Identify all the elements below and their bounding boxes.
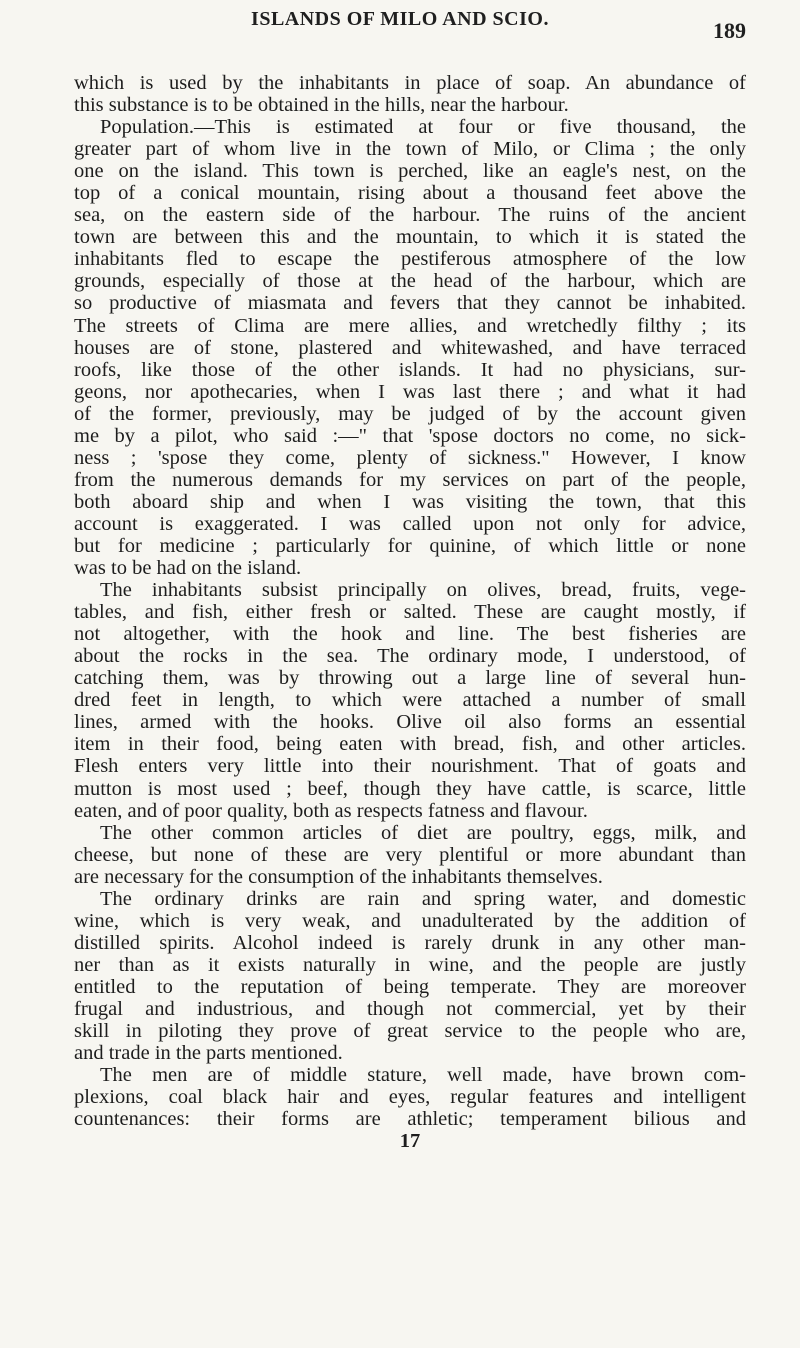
text-line: so productive of miasmata and fevers that they cannot be inhabited. <box>74 292 746 315</box>
running-head: ISLANDS OF MILO AND SCIO. <box>251 8 549 30</box>
text-line: me by a pilot, who said :—" that 'spose doctors no come, no sick- <box>74 424 746 447</box>
text-line: not altogether, with the hook and line. The best fisheries are <box>74 623 746 646</box>
text-line: one on the island. This town is perched, like an eagle's nest, on the <box>74 160 746 183</box>
text-line: both aboard ship and when I was visiting the town, that this <box>74 490 746 513</box>
body-text <box>74 72 746 1152</box>
text-line: distilled spirits. Alcohol indeed is rarely drunk in any other man- <box>74 931 746 954</box>
text-line: town are between this and the mountain, to which it is stated the <box>74 226 746 249</box>
text-line: of the former, previously, may be judged of by the account given <box>74 402 746 425</box>
text-line: The ordinary drinks are rain and spring water, and domestic <box>100 887 746 910</box>
text-line: Flesh enters very little into their nourishment. That of goats and <box>74 755 746 778</box>
text-line: lines, armed with the hooks. Olive oil also forms an essential <box>74 711 746 734</box>
text-line: inhabitants fled to escape the pestiferous atmosphere of the low <box>74 248 746 271</box>
text-line: countenances: their forms are athletic; temperament bilious and <box>74 1108 746 1131</box>
text-line: top of a conical mountain, rising about a thousand feet above the <box>74 182 746 205</box>
text-line: from the numerous demands for my services on part of the people, <box>74 468 746 491</box>
text-line: sea, on the eastern side of the harbour. The ruins of the ancient <box>74 204 746 227</box>
text-line: account is exaggerated. I was called upon not only for advice, <box>74 512 746 535</box>
text-line: and trade in the parts mentioned. <box>74 1042 343 1065</box>
text-line: The other common articles of diet are poultry, eggs, milk, and <box>100 821 746 844</box>
page-number: 189 <box>713 18 746 43</box>
text-line: Population.—This is estimated at four or five thousand, the <box>100 116 746 139</box>
text-line: are necessary for the consumption of the inhabitants themselves. <box>74 865 603 888</box>
text-line: catching them, was by throwing out a large line of several hun- <box>74 667 746 690</box>
text-line: houses are of stone, plastered and whitewashed, and have terraced <box>74 336 746 359</box>
text-line: was to be had on the island. <box>74 557 302 580</box>
text-line: item in their food, being eaten with bread, fish, and other articles. <box>74 733 746 756</box>
text-line: this substance is to be obtained in the hills, near the harbour. <box>74 94 569 117</box>
text-line: mutton is most used ; beef, though they have cattle, is scarce, little <box>74 777 746 800</box>
text-line: ness ; 'spose they come, plenty of sickness." However, I know <box>74 446 746 469</box>
text-line: plexions, coal black hair and eyes, regular features and intelligent <box>74 1086 746 1109</box>
text-line: geons, nor apothecaries, when I was last there ; and what it had <box>74 380 746 403</box>
text-line: entitled to the reputation of being temperate. They are moreover <box>74 975 746 998</box>
text-line: wine, which is very weak, and unadulterated by the addition of <box>74 909 746 932</box>
text-line: The streets of Clima are mere allies, and wretchedly filthy ; its <box>74 314 746 337</box>
text-line: cheese, but none of these are very plentiful or more abundant than <box>74 843 746 866</box>
signature-mark: 17 <box>399 1130 421 1153</box>
text-line: grounds, especially of those at the head of the harbour, which are <box>74 270 746 293</box>
text-line: The inhabitants subsist principally on olives, bread, fruits, vege- <box>100 579 746 602</box>
text-line: dred feet in length, to which were attached a number of small <box>74 689 746 712</box>
text-line: frugal and industrious, and though not commercial, yet by their <box>74 997 746 1020</box>
text-line: roofs, like those of the other islands. It had no physicians, sur- <box>74 358 746 381</box>
text-line: which is used by the inhabitants in place of soap. An abundance of <box>74 72 746 94</box>
text-line: skill in piloting they prove of great service to the people who are, <box>74 1020 746 1043</box>
text-line: ner than as it exists naturally in wine, and the people are justly <box>74 953 746 976</box>
text-line: The men are of middle stature, well made, have brown com- <box>100 1064 746 1087</box>
text-line: eaten, and of poor quality, both as respects fatness and flavour. <box>74 799 588 822</box>
text-line: but for medicine ; particularly for quinine, of which little or none <box>74 534 746 557</box>
text-line: tables, and fish, either fresh or salted. These are caught mostly, if <box>74 601 746 624</box>
text-line: greater part of whom live in the town of Milo, or Clima ; the only <box>74 138 746 161</box>
text-line: about the rocks in the sea. The ordinary mode, I understood, of <box>74 645 746 668</box>
